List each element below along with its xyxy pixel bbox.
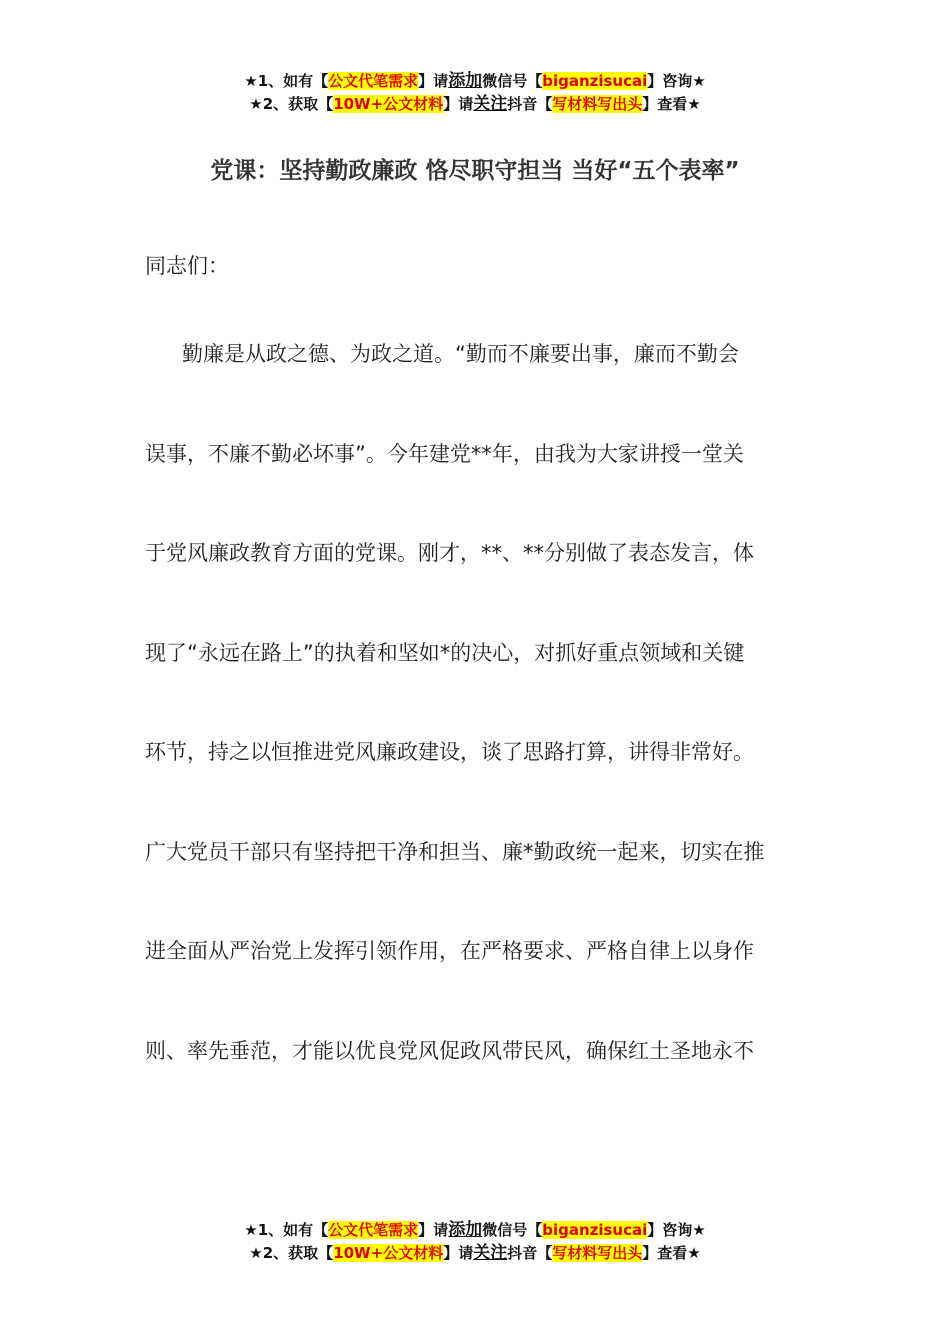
highlight-materials: 10W+公文材料 <box>333 1244 444 1262</box>
banner-text: ★1、如有【 <box>244 1221 329 1239</box>
highlight-ghostwriting: 公文代笔需求 <box>328 1221 419 1239</box>
banner-line-2 <box>0 1242 950 1265</box>
banner-text: 抖音【 <box>507 95 553 113</box>
banner-text: ★2、获取【 <box>249 95 334 113</box>
greeting: 同志们： <box>145 254 229 278</box>
body-line-5: 环节，持之以恒推进党风廉政建设，谈了思路打算，讲得非常好。 <box>145 740 754 764</box>
body-line-2: 误事，不廉不勤必坏事”。今年建党**年，由我为大家讲授一堂关 <box>145 442 744 466</box>
banner-text: 抖音【 <box>507 1244 553 1262</box>
highlight-douyin-account: 写材料写出头 <box>552 1244 643 1262</box>
body-line-6: 广大党员干部只有坚持把干净和担当、廉*勤政统一起来，切实在推 <box>145 840 765 864</box>
banner-text: 】查看★ <box>642 1244 701 1262</box>
banner-text: 】请 <box>443 1244 474 1262</box>
body-line-7: 进全面从严治党上发挥引领作用，在严格要求、严格自律上以身作 <box>145 939 754 963</box>
footer-banner <box>0 1219 950 1265</box>
banner-text: 】咨询★ <box>647 72 706 90</box>
body-line-3: 于党风廉政教育方面的党课。刚才，**、**分别做了表态发言，体 <box>145 541 754 565</box>
banner-text: 】请 <box>418 72 449 90</box>
document-title: 党课：坚持勤政廉政 恪尽职守担当 当好“五个表率” <box>210 158 740 184</box>
banner-text: 】咨询★ <box>647 1221 706 1239</box>
underline-add: 添加 <box>448 1220 483 1240</box>
underline-follow: 关注 <box>473 94 508 114</box>
highlight-douyin-account: 写材料写出头 <box>552 95 643 113</box>
banner-line-1 <box>0 70 950 93</box>
body-line-8: 则、率先垂范，才能以优良党风促政风带民风，确保红土圣地永不 <box>145 1039 754 1063</box>
highlight-materials: 10W+公文材料 <box>333 95 444 113</box>
banner-line-2 <box>0 93 950 116</box>
banner-text: ★1、如有【 <box>244 72 329 90</box>
header-banner <box>0 70 950 116</box>
underline-follow: 关注 <box>473 1243 508 1263</box>
highlight-ghostwriting: 公文代笔需求 <box>328 72 419 90</box>
banner-text: 】请 <box>443 95 474 113</box>
banner-line-1 <box>0 1219 950 1242</box>
underline-add: 添加 <box>448 71 483 91</box>
highlight-wechat-id: biganzisucai <box>542 72 648 90</box>
banner-text: 】请 <box>418 1221 449 1239</box>
banner-text: ★2、获取【 <box>249 1244 334 1262</box>
banner-text: 微信号【 <box>482 72 543 90</box>
banner-text: 微信号【 <box>482 1221 543 1239</box>
body-line-1: 勤廉是从政之德、为政之道。“勤而不廉要出事，廉而不勤会 <box>182 342 739 366</box>
body-line-4: 现了“永远在路上”的执着和坚如*的决心，对抓好重点领域和关键 <box>145 641 745 665</box>
banner-text: 】查看★ <box>642 95 701 113</box>
highlight-wechat-id: biganzisucai <box>542 1221 648 1239</box>
